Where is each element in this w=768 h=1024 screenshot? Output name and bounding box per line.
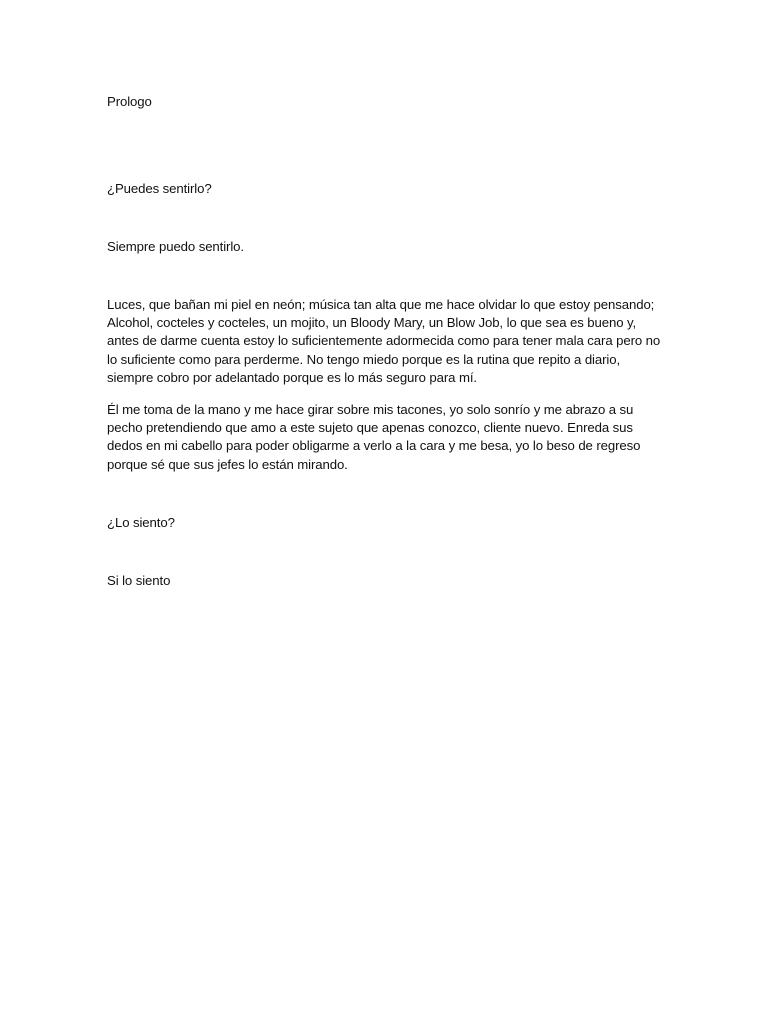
question-line-2: ¿Lo siento? [107,515,175,530]
answer-line-1: Siempre puedo sentirlo. [107,239,244,254]
question-line-1: ¿Puedes sentirlo? [107,181,212,196]
body-paragraph-1: Luces, que bañan mi piel en neón; música tan alta que me hace olvidar lo que estoy pensando; Alcohol, cocteles y cocteles, un mojito, un Bloody Mary, un Blow Job, lo que sea es bueno y, antes de darme cuenta estoy lo suficientemente adormecida como para tener mala cara pero no lo suficiente como para perderme. No tengo miedo porque es la rutina que repito a diario, siempre cobro por adelantado porque es lo más seguro para mí. [107,297,661,385]
chapter-title: Prologo [107,94,152,109]
body-paragraph-2: Él me toma de la mano y me hace girar sobre mis tacones, yo solo sonrío y me abrazo a su pecho pretendiendo que amo a este sujeto que apenas conozco, cliente nuevo. Enreda sus dedos en mi cabello para poder obligarme a verlo a la cara y me besa, yo lo beso de regreso porque sé que sus jefes lo están mirando. [107,402,641,472]
answer-line-2: Si lo siento [107,573,171,588]
